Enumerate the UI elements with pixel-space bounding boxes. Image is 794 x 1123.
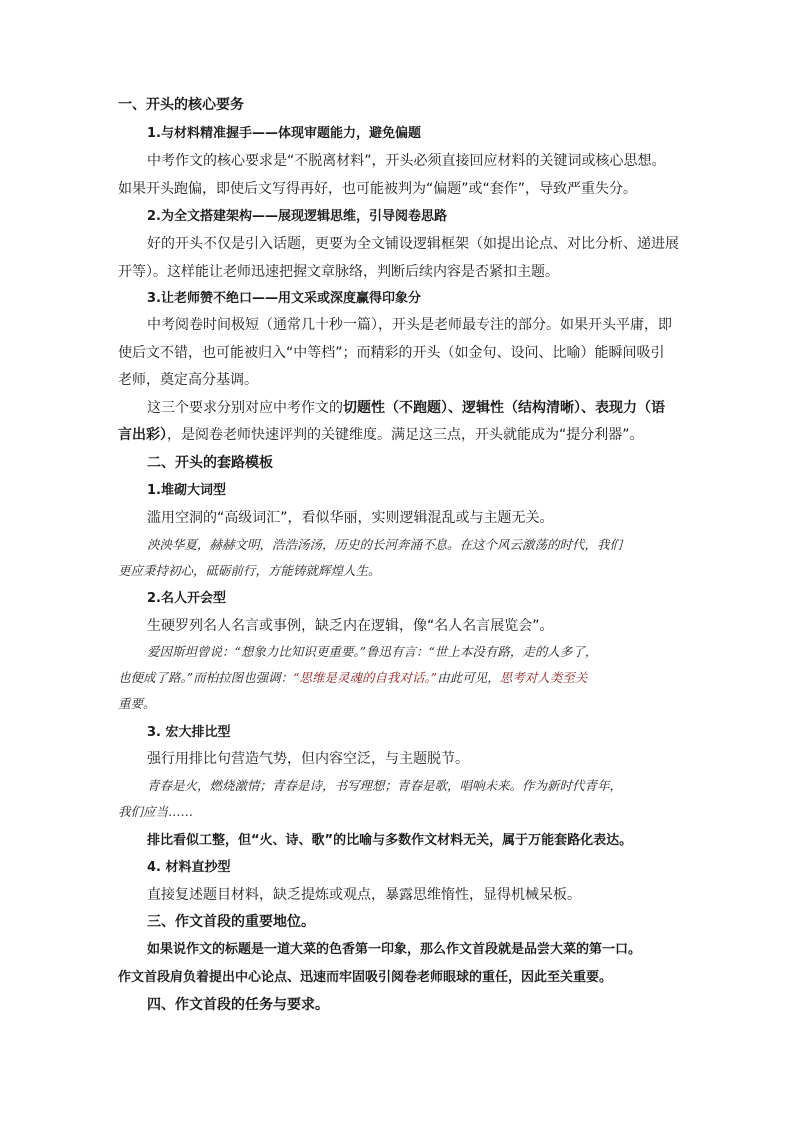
bold-paragraph-line: 作文首段肩负着提出中心论点、迅速而牢固吸引阅卷老师眼球的重任，因此至关重要。 (118, 970, 613, 985)
subheading-2-1: 1.堆砌大词型 (147, 483, 226, 498)
subheading-1-3: 3.让老师赞不绝口——用文采或深度赢得印象分 (147, 291, 421, 306)
highlighted-quote: “思维是灵魂的自我对话。” (293, 670, 438, 685)
example-line: 青春是火，燃烧激情；青春是诗，书写理想；青春是歌，唱响未来。作为新时代青年， (147, 778, 623, 793)
paragraph-line: 中考阅卷时间极短（通常几十秒一篇），开头是老师最专注的部分。如果开头平庸，即 (147, 317, 672, 333)
paragraph-line: 好的开头不仅是引入话题，更要为全文铺设逻辑框架（如提出论点、对比分析、递进展 (147, 236, 679, 252)
example-text: 由此可见， (437, 670, 500, 685)
summary-text: 这三个要求分别对应中考作文的 (147, 400, 343, 416)
paragraph-line: 老师，奠定高分基调。 (118, 372, 258, 388)
section-heading-1: 一、开头的核心要务 (118, 97, 244, 113)
paragraph-line: 开等）。这样能让老师迅速把握文章脉络，判断后续内容是否紧扣主题。 (118, 264, 559, 280)
subheading-2-4: 4. 材料直抄型 (147, 860, 231, 875)
subheading-2-2: 2.名人开会型 (147, 591, 226, 606)
section-heading-3: 三、作文首段的重要地位。 (147, 914, 315, 930)
paragraph-line: 中考作文的核心要求是“不脱离材料”，开头必须直接回应材料的关键词或核心思想。 (147, 153, 666, 169)
paragraph-line: 生硬罗列名人名言或事例，缺乏内在逻辑，像“名人名言展览会”。 (147, 618, 554, 634)
summary-emphasis: 切题性（不跑题）、逻辑性（结构清晰）、表现力（语 (343, 400, 665, 416)
subheading-2-3: 3. 宏大排比型 (147, 725, 231, 740)
paragraph-line: 强行用排比句营造气势，但内容空泛，与主题脱节。 (147, 751, 469, 767)
example-line: 更应秉持初心，砥砺前行，方能铸就辉煌人生。 (118, 563, 381, 578)
summary-line-1 (147, 401, 665, 415)
paragraph-line: 如果开头跑偏，即使后文写得再好，也可能被判为“偏题”或“套作”，导致严重失分。 (118, 181, 638, 197)
subheading-1-1: 1.与材料精准握手——体现审题能力，避免偏题 (147, 126, 421, 141)
example-line: 重要。 (118, 696, 156, 711)
example-line (118, 672, 587, 685)
paragraph-line: 滥用空洞的“高级词汇”，看似华丽，实则逻辑混乱或与主题无关。 (147, 510, 554, 526)
highlighted-conclusion: 思考对人类至关 (499, 670, 588, 685)
example-line: 爱因斯坦曾说：“想象力比知识更重要。”鲁迅有言：“世上本没有路，走的人多了， (147, 644, 598, 659)
subheading-1-2: 2.为全文搭建架构——展现逻辑思维，引导阅卷思路 (147, 209, 447, 224)
example-line: 泱泱华夏，赫赫文明，浩浩汤汤，历史的长河奔涌不息。在这个风云激荡的时代，我们 (147, 537, 623, 552)
paragraph-line: 直接复述题目材料，缺乏提炼或观点，暴露思维惰性，显得机械呆板。 (147, 887, 581, 903)
section-heading-2: 二、开头的套路模板 (147, 455, 273, 471)
paragraph-line: 使后文不错，也可能被归入“中等档”；而精彩的开头（如金句、设问、比喻）能瞬间吸引 (118, 345, 665, 361)
summary-emphasis: 言出彩） (118, 427, 167, 443)
section-heading-4: 四、作文首段的任务与要求。 (147, 997, 329, 1013)
summary-text: ，是阅卷老师快速评判的关键维度。满足这三点，开头就能成为“提分利器”。 (167, 427, 644, 443)
example-text: 也便成了路。”而柏拉图也强调： (118, 670, 294, 685)
bold-paragraph-line: 如果说作文的标题是一道大菜的色香第一印象，那么作文首段就是品尝大菜的第一口。 (147, 942, 642, 957)
example-line: 我们应当…… (118, 804, 194, 819)
bold-note: 排比看似工整，但“火、诗、歌”的比喻与多数作文材料无关，属于万能套路化表达。 (147, 833, 633, 848)
summary-line-2 (118, 428, 644, 442)
